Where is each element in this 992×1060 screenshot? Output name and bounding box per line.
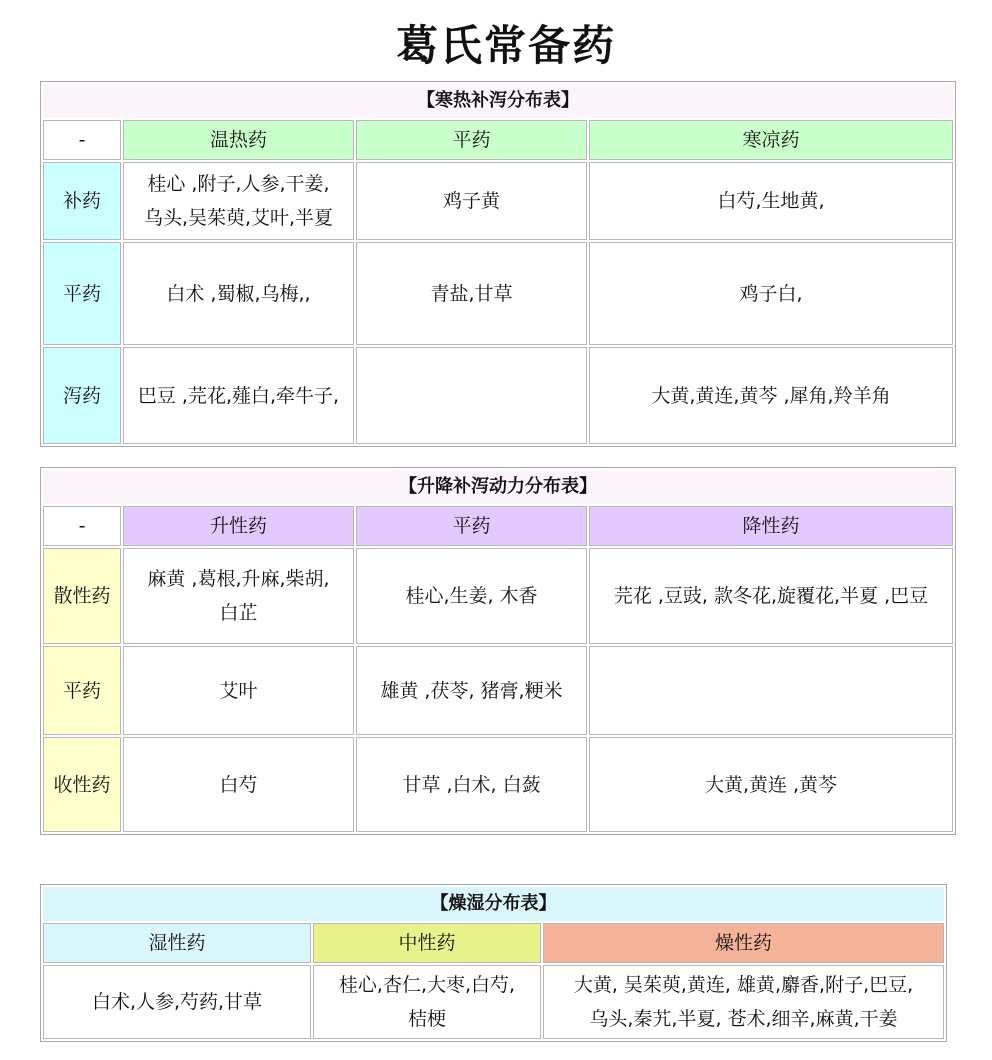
table-cell: 青盐,甘草 — [356, 242, 587, 345]
table-cell: 艾叶 — [123, 646, 354, 735]
column-header: 降性药 — [589, 506, 953, 546]
corner-cell: - — [43, 506, 121, 546]
table-caption: 【寒热补泻分布表】 — [43, 84, 953, 118]
table-cell: 桂心 ,附子,人参,干姜, 乌头,吴茱萸,艾叶,半夏 — [123, 162, 354, 240]
cold-heat-tonify-purge-table — [40, 81, 956, 447]
table-cell — [356, 347, 587, 444]
column-header: 平药 — [356, 120, 587, 160]
table-cell — [589, 646, 953, 735]
table-cell: 芫花 ,豆豉, 款冬花,旋覆花,半夏 ,巴豆 — [589, 548, 953, 644]
row-header: 收性药 — [43, 737, 121, 832]
table-cell: 桂心,杏仁,大枣,白芍, 桔梗 — [313, 965, 541, 1039]
corner-cell: - — [43, 120, 121, 160]
table-cell: 甘草 ,白术, 白蔹 — [356, 737, 587, 832]
page-title: 葛氏常备药 — [395, 21, 616, 70]
table-cell: 大黄,黄连 ,黄芩 — [589, 737, 953, 832]
row-header: 散性药 — [43, 548, 121, 644]
table-cell: 鸡子黄 — [356, 162, 587, 240]
rise-fall-dynamics-table — [40, 467, 956, 835]
row-header: 泻药 — [43, 347, 121, 444]
table-cell: 白术 ,蜀椒,乌梅,, — [123, 242, 354, 345]
column-header: 燥性药 — [543, 923, 944, 963]
row-header: 补药 — [43, 162, 121, 240]
column-header: 寒凉药 — [589, 120, 953, 160]
table-cell: 大黄, 吴茱萸,黄连, 雄黄,麝香,附子,巴豆, 乌头,秦艽,半夏, 苍术,细辛,麻黄,干姜 — [543, 965, 944, 1039]
dry-damp-table — [40, 884, 947, 1042]
table-caption: 【升降补泻动力分布表】 — [43, 470, 953, 504]
column-header: 湿性药 — [43, 923, 311, 963]
table-cell: 桂心,生姜, 木香 — [356, 548, 587, 644]
table-cell: 白术,人参,芍药,甘草 — [43, 965, 311, 1039]
table-cell: 雄黄 ,茯苓, 猪膏,粳米 — [356, 646, 587, 735]
table-cell: 巴豆 ,芫花,薤白,牵牛子, — [123, 347, 354, 444]
column-header: 温热药 — [123, 120, 354, 160]
column-header: 中性药 — [313, 923, 541, 963]
table-cell: 白芍 — [123, 737, 354, 832]
table-caption: 【燥湿分布表】 — [43, 887, 944, 921]
column-header: 升性药 — [123, 506, 354, 546]
table-cell: 麻黄 ,葛根,升麻,柴胡, 白芷 — [123, 548, 354, 644]
table-cell: 白芍,生地黄, — [589, 162, 953, 240]
row-header: 平药 — [43, 242, 121, 345]
row-header: 平药 — [43, 646, 121, 735]
table-cell: 鸡子白, — [589, 242, 953, 345]
column-header: 平药 — [356, 506, 587, 546]
table-cell: 大黄,黄连,黄芩 ,犀角,羚羊角 — [589, 347, 953, 444]
